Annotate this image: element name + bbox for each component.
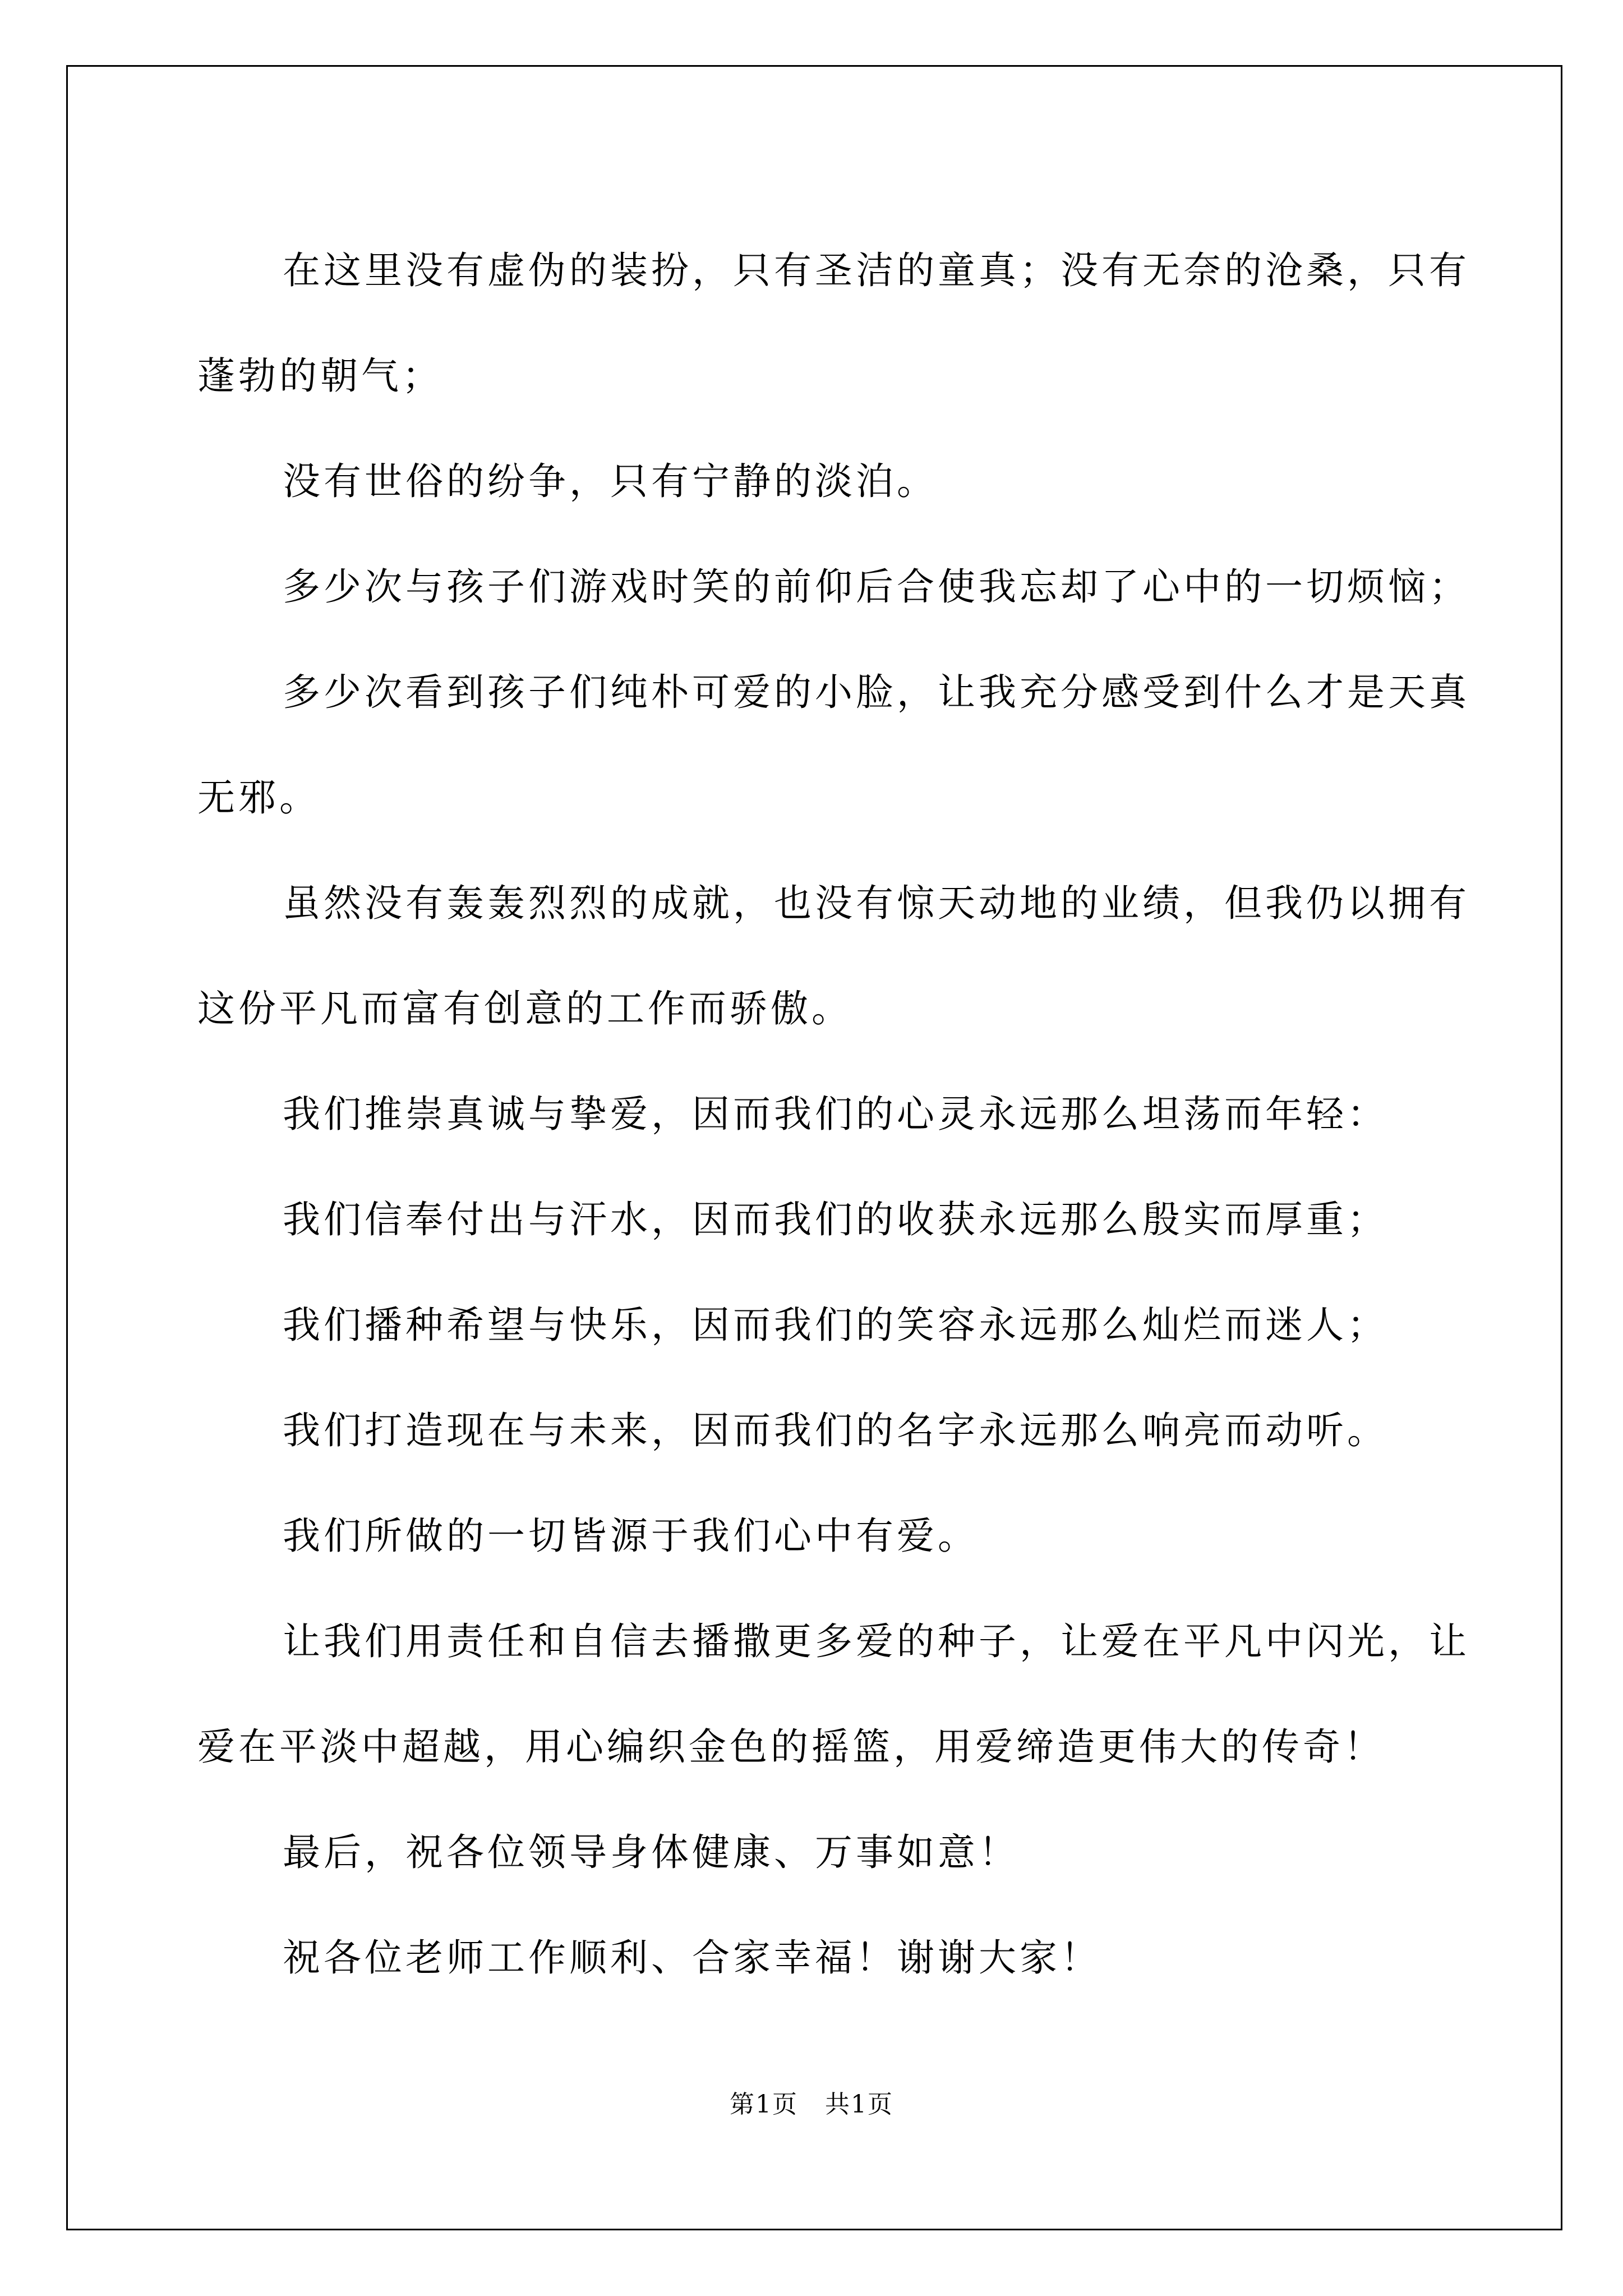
paragraph: 我们推崇真诚与挚爱，因而我们的心灵永远那么坦荡而年轻：: [283, 1092, 1388, 1136]
page-number: 第1页: [730, 2090, 798, 2119]
paragraph: 最后，祝各位领导身体健康、万事如意！: [283, 1830, 1020, 1874]
paragraph: 我们打造现在与未来，因而我们的名字永远那么响亮而动听。: [283, 1409, 1388, 1452]
paragraph: 多少次与孩子们游戏时笑的前仰后合使我忘却了心中的一切烦恼；: [283, 565, 1470, 609]
paragraph: 我们播种希望与快乐，因而我们的笑容永远那么灿烂而迷人；: [283, 1303, 1388, 1347]
page-footer: [0, 2088, 1623, 2122]
paragraph: 在这里没有虚伪的装扮，只有圣洁的童真；没有无奈的沧桑，只有蓬勃的朝气；: [197, 249, 1470, 398]
document-body: [197, 218, 1476, 2010]
paragraph: 祝各位老师工作顺利、合家幸福！谢谢大家！: [283, 1936, 1101, 1980]
paragraph: 多少次看到孩子们纯朴可爱的小脸，让我充分感受到什么才是天真无邪。: [197, 670, 1470, 820]
paragraph: 我们信奉付出与汗水，因而我们的收获永远那么殷实而厚重；: [283, 1198, 1388, 1241]
paragraph: 让我们用责任和自信去播撒更多爱的种子，让爱在平凡中闪光，让爱在平淡中超越，用心编织金色的摇篮，用爱缔造更伟大的传奇！: [197, 1619, 1470, 1769]
paragraph: 没有世俗的纷争，只有宁静的淡泊。: [283, 459, 938, 503]
paragraph: 虽然没有轰轰烈烈的成就，也没有惊天动地的业绩，但我仍以拥有这份平凡而富有创意的工作而骄傲。: [197, 881, 1470, 1030]
page-total: 共1页: [825, 2090, 893, 2119]
paragraph: 我们所做的一切皆源于我们心中有爱。: [283, 1514, 979, 1558]
